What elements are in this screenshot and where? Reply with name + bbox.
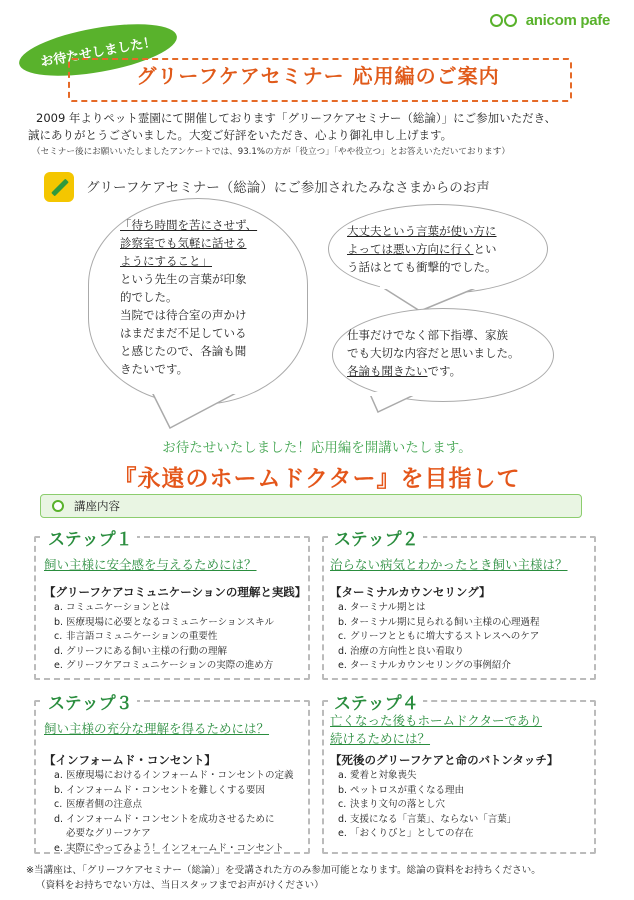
step-4-items <box>338 769 516 842</box>
anicom-pafe-logo <box>490 12 610 29</box>
circle-bullet-icon <box>52 500 64 512</box>
step-4-subtitle: 【死後のグリーフケアと命のバトンタッチ】 <box>330 753 559 767</box>
bubble-2-text: 大丈夫という言葉が使い方に よっては悪い方向に行くとい う話はとても衝撃的でした。 <box>347 224 497 274</box>
step-2-title: ステップ２ <box>330 525 423 550</box>
step-1-items <box>54 601 274 674</box>
step-1-subtitle: 【グリーフケアコミュニケーションの理解と実践】 <box>44 585 307 599</box>
contents-bar <box>40 494 582 518</box>
list-item: a. ターミナル期とは <box>338 602 426 613</box>
step-1-question: 飼い主様に安全感を与えるためには？ <box>44 557 257 572</box>
logo-mark-icon <box>490 14 522 28</box>
list-item: b. ターミナル期に見られる飼い主様の心理過程 <box>338 616 540 628</box>
intro-line-1: 2009 年よりペット霊園にて開催しております「グリーフケアセミナー（総論）」にご参加いただき、 <box>36 111 557 125</box>
bubble-1-text: 「待ち時間を苦にさせず、 診察室でも気軽に話せる ようにすること」 という先生の言葉が印象 的でした。 当院では待合室の声かけ はまだまだ不足している と感じたので、各論も聞 きたいです。 <box>120 218 258 376</box>
pencil-icon <box>44 172 74 202</box>
step-2-subtitle: 【ターミナルカウンセリング】 <box>330 585 491 599</box>
step-2-question: 治らない病気とわかったとき飼い主様は？ <box>330 557 568 572</box>
opened-announcement: お待たせいたしました！応用編を開講いたします。 <box>162 440 472 456</box>
headline: 『永遠のホームドクター』を目指して <box>113 466 521 492</box>
survey-note: （セミナー後にお願いいたしましたアンケートでは、93.1%の方が「役立つ」「やや役立つ」とお答えいただいております） <box>32 147 510 157</box>
list-item: e. 実際にやってみよう！インフォームド・コンセント <box>54 842 285 854</box>
step-2-items <box>338 601 540 674</box>
speech-bubble-3-tail <box>368 392 418 414</box>
intro-line-2: 誠にありがとうございました。大変ご好評をいただき、心より御礼申し上げます。 <box>28 128 453 142</box>
list-item: d. 支援になる「言葉」、ならない「言葉」 <box>338 813 517 825</box>
step-3-title: ステップ３ <box>44 689 137 714</box>
list-item: b. ペットロスが重くなる理由 <box>338 784 465 796</box>
bubble-3-text: 仕事だけでなく部下指導、家族 でも大切な内容だと思いました。 各論も聞きたいです。 <box>347 328 520 378</box>
list-item: e. 「おくりびと」としての存在 <box>338 828 474 840</box>
list-item: a. 愛着と対象喪失 <box>338 770 417 781</box>
list-item: c. 非言語コミュニケーションの重要性 <box>54 631 218 643</box>
list-item: c. 医療者側の注意点 <box>54 799 143 811</box>
step-4-title: ステップ４ <box>330 689 423 714</box>
list-item: e. ターミナルカウンセリングの事例紹介 <box>338 660 511 672</box>
footer-note-1: ※当講座は、「グリーフケアセミナー（総論）」を受講された方のみ参加可能となります。総論の資料をお持ちください。 <box>26 865 541 876</box>
list-item: c. 決まり文句の落とし穴 <box>338 799 446 811</box>
list-item: a. 医療現場におけるインフォームド・コンセントの定義 <box>54 770 294 781</box>
list-item: c. グリーフとともに増大するストレスへのケア <box>338 631 540 643</box>
footer-note-2: （資料をお持ちでない方は、当日スタッフまでお声がけください） <box>36 880 324 891</box>
list-item: b. インフォームド・コンセントを難しくする要因 <box>54 784 266 796</box>
contents-label: 講座内容 <box>74 499 120 513</box>
step-3-subtitle: 【インフォームド・コンセント】 <box>44 753 216 767</box>
speech-bubble-1-tail <box>150 390 240 430</box>
list-item: a. コミュニケーションとは <box>54 602 170 613</box>
page-title: グリーフケアセミナー 応用編のご案内 <box>136 64 500 88</box>
list-item: d. グリーフにある飼い主様の行動の理解 <box>54 645 228 657</box>
list-item: e. グリーフケアコミュニケーションの実際の進め方 <box>54 660 274 672</box>
step-4-question: 亡くなった後もホームドクターであり 続けるためには？ <box>330 713 543 746</box>
waiting-badge: お待たせしました！ <box>15 14 180 85</box>
list-item: b. 医療現場に必要となるコミュニケーションスキル <box>54 616 275 628</box>
step-1-title: ステップ１ <box>44 525 137 550</box>
list-item: d. 治療の方向性と良い看取り <box>338 645 465 657</box>
logo-text: anicom pafe <box>525 12 610 29</box>
list-item: 必要なグリーフケア <box>66 828 151 840</box>
list-item: d. インフォームド・コンセントを成功させるために <box>54 813 275 825</box>
step-3-items <box>54 769 294 857</box>
voices-title: グリーフケアセミナー（総論）にご参加されたみなさまからのお声 <box>86 180 490 196</box>
step-3-question: 飼い主様の充分な理解を得るためには？ <box>44 721 270 736</box>
